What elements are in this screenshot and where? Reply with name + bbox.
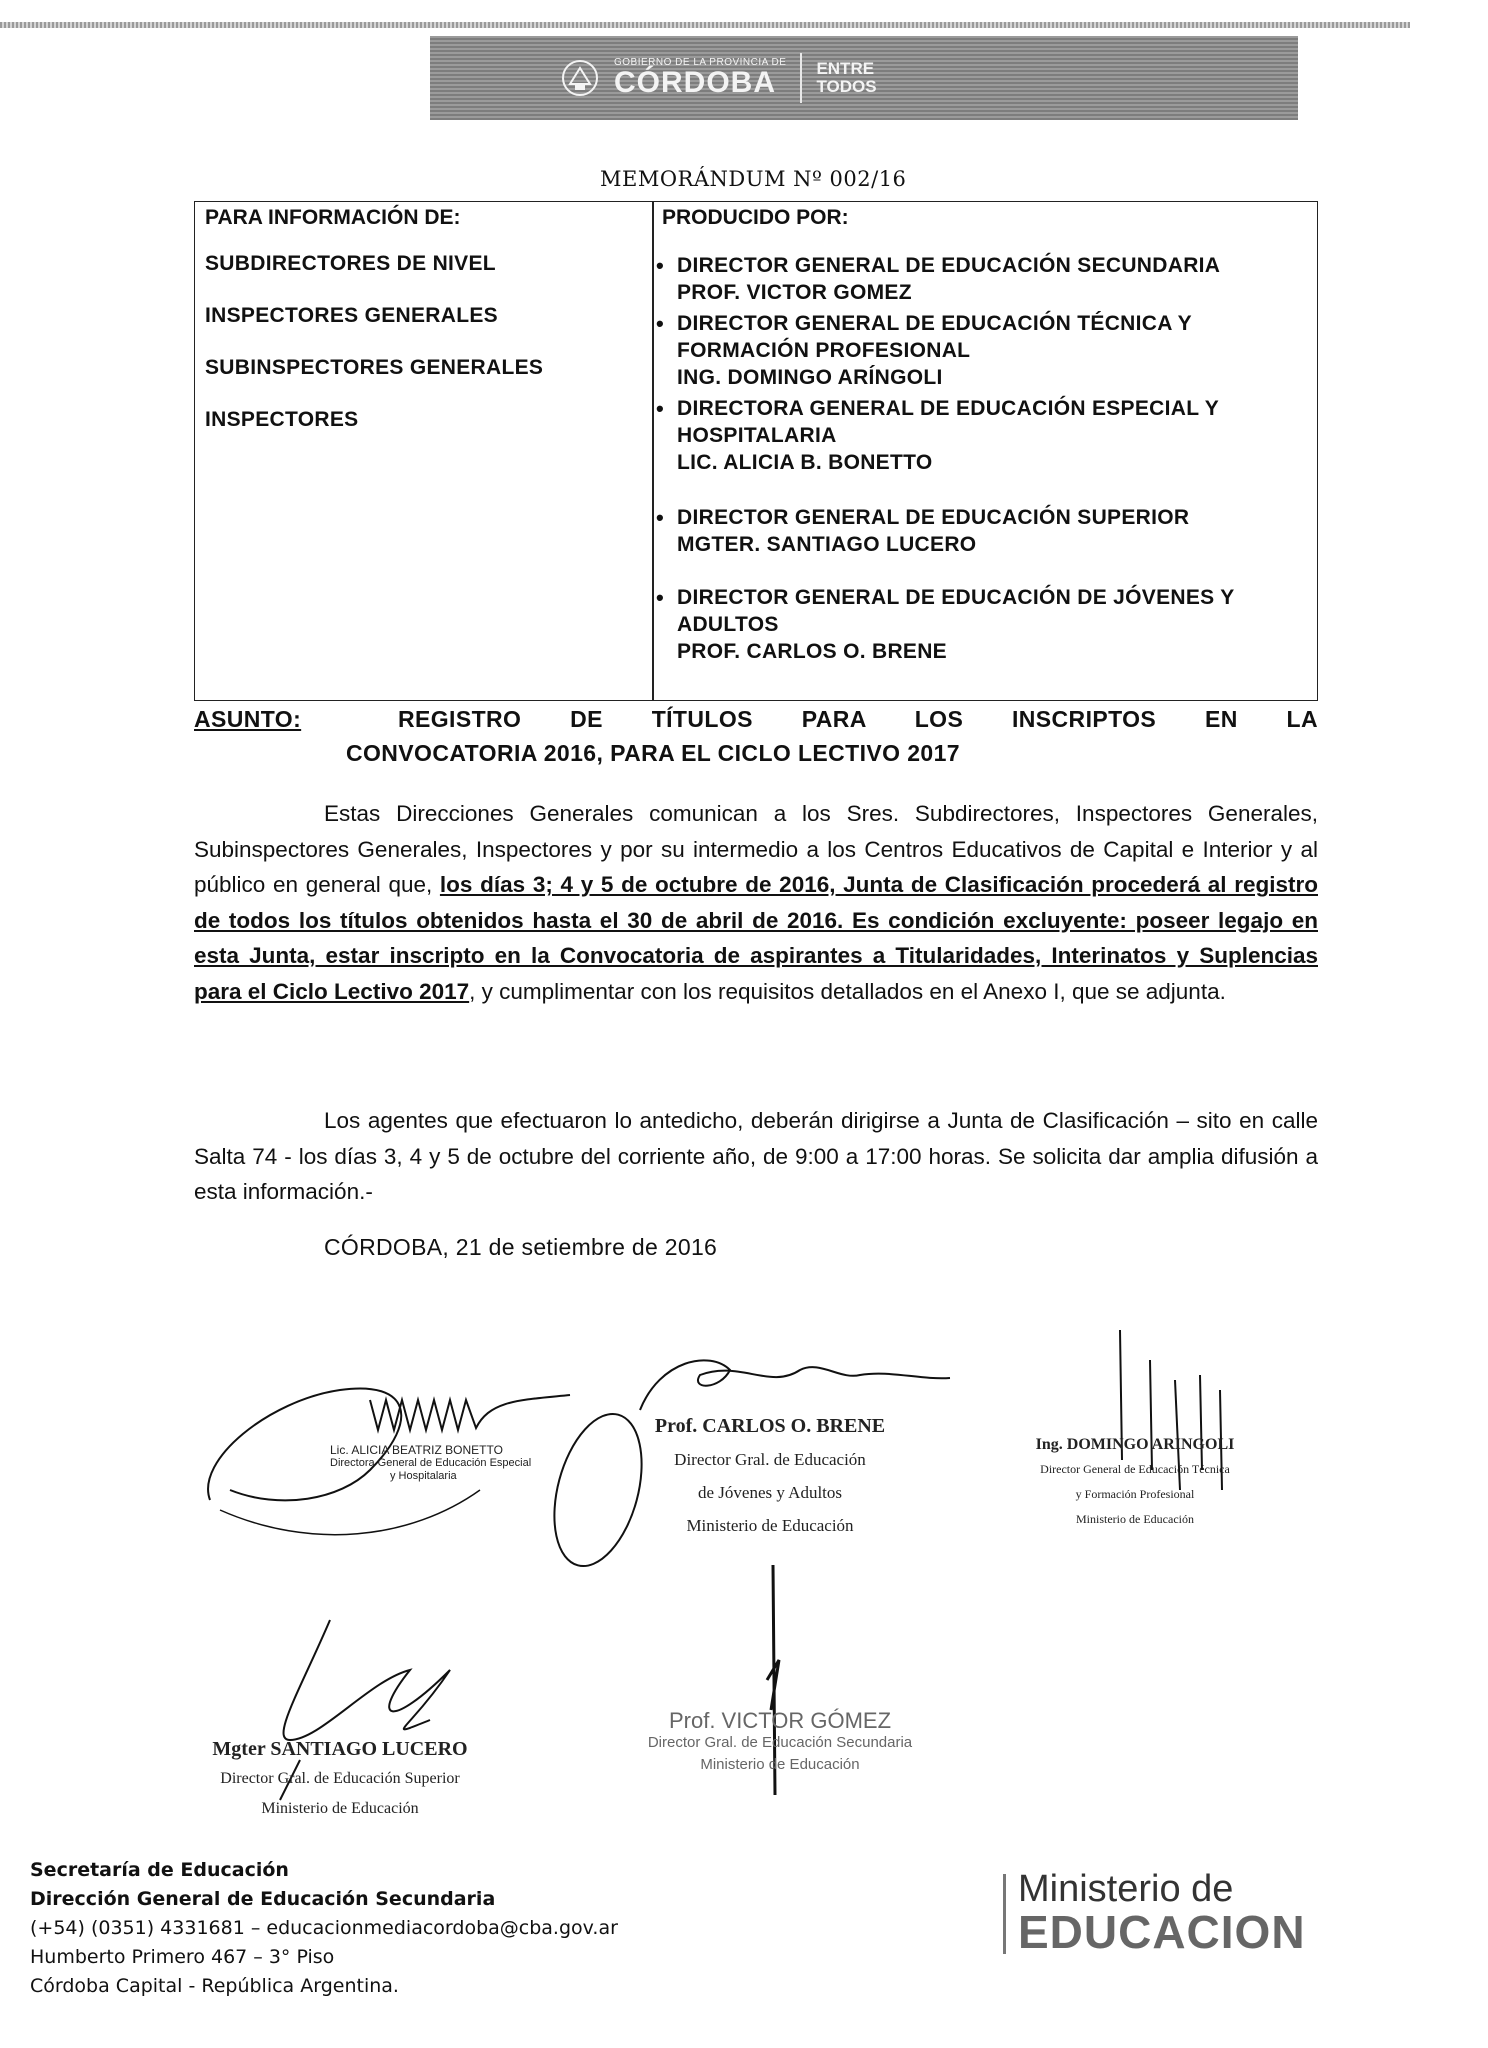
subject <box>194 702 1318 770</box>
logo-todos: TODOS <box>816 77 877 96</box>
logo-cordoba: CÓRDOBA <box>614 66 776 99</box>
stamp-line: Ing. DOMINGO ARINGOLI <box>1035 1436 1235 1453</box>
stamp-line: Mgter SANTIAGO LUCERO <box>212 1738 468 1760</box>
producer-line: • DIRECTOR GENERAL DE EDUCACIÓN TÉCNICA Y <box>677 312 1192 335</box>
province-logo <box>560 46 877 110</box>
paragraph-1-text: Estas Direcciones Generales comunican a los Sres. Subdirectores, Inspectores Generales, Subinspectores Generales, Inspectores y por su intermedio a los Centros Educativos de Capital e Interior y al público en general que, <box>194 801 1318 898</box>
brene-stamp <box>630 1410 910 1542</box>
subject-line-2: CONVOCATORIA 2016, PARA EL CICLO LECTIVO 2017 <box>346 740 961 766</box>
stamp-line: Prof. CARLOS O. BRENE <box>654 1415 886 1437</box>
stamp-line: de Jóvenes y Adultos <box>697 1483 843 1502</box>
recipient-item: SUBDIRECTORES DE NIVEL <box>205 252 496 275</box>
stamp-line: Director Gral. de Educación <box>674 1450 866 1469</box>
bonetto-stamp <box>330 1444 570 1483</box>
recipients-column <box>205 206 543 460</box>
memo-title: MEMORÁNDUM Nº 002/16 <box>600 167 907 191</box>
stamp-line: Director Gral. de Educación Secundaria <box>647 1734 913 1751</box>
producer-item <box>662 252 1302 306</box>
producer-item <box>662 395 1302 476</box>
producer-line: • DIRECTORA GENERAL DE EDUCACIÓN ESPECIAL Y <box>677 397 1220 420</box>
footer-secretaria: Secretaría de Educación <box>30 1859 289 1881</box>
stamp-line: Ministerio de Educación <box>261 1800 419 1817</box>
ministry-logo-bar <box>1003 1874 1006 1954</box>
ministry-logo-line2: EDUCACION <box>1018 1906 1306 1958</box>
producer-line: ING. DOMINGO ARÍNGOLI <box>677 366 943 389</box>
producers-heading: PRODUCIDO POR: <box>662 206 849 229</box>
producer-item <box>662 310 1302 391</box>
paragraph-1-end: , y cumplimentar con los requisitos detallados en el Anexo I, que se adjunta. <box>469 978 1226 1004</box>
producer-line: PROF. CARLOS O. BRENE <box>677 640 947 663</box>
producer-line: • DIRECTOR GENERAL DE EDUCACIÓN SUPERIOR <box>677 506 1190 529</box>
lucero-stamp <box>190 1734 490 1824</box>
stamp-line: Prof. VICTOR GÓMEZ <box>668 1708 892 1733</box>
footer-address: Humberto Primero 467 – 3° Piso <box>30 1946 335 1968</box>
stamp-line: Director Gral. de Educación Superior <box>220 1770 460 1787</box>
ministry-logo-line1: Ministerio de <box>1018 1868 1234 1910</box>
producer-line: ADULTOS <box>677 613 779 636</box>
gomez-stamp <box>620 1710 940 1776</box>
table-divider <box>652 202 654 700</box>
producer-line: PROF. VICTOR GOMEZ <box>677 281 912 304</box>
stamp-line: Director General de Educación Técnica <box>1040 1462 1230 1476</box>
subject-line-1: REGISTRO DE TÍTULOS PARA LOS INSCRIPTOS EN LA <box>398 706 1318 732</box>
recipients-heading: PARA INFORMACIÓN DE: <box>205 206 461 229</box>
signatures-area <box>0 1320 1488 1840</box>
producer-line: • DIRECTOR GENERAL DE EDUCACIÓN SECUNDARIA <box>677 254 1221 277</box>
stamp-line: y Formación Profesional <box>1075 1487 1195 1501</box>
addressee-table <box>194 201 1318 701</box>
header-banner <box>430 36 1298 120</box>
stamp-line: Lic. ALICIA BEATRIZ BONETTO <box>330 1443 503 1457</box>
recipient-item: SUBINSPECTORES GENERALES <box>205 356 544 379</box>
stamp-line: Ministerio de Educación <box>686 1516 854 1535</box>
subject-label: ASUNTO: <box>194 706 302 732</box>
logo-subtitle: GOBIERNO DE LA PROVINCIA DE <box>614 57 787 68</box>
paragraph-1 <box>194 796 1318 1010</box>
crest-icon <box>560 58 600 98</box>
ministry-logo <box>1003 1870 1306 1956</box>
footer-phone-email: (+54) (0351) 4331681 – educacionmediacordoba@cba.gov.ar <box>30 1917 618 1939</box>
producer-line: FORMACIÓN PROFESIONAL <box>677 339 971 362</box>
stamp-line: y Hospitalaria <box>390 1470 457 1482</box>
logo-separator <box>800 53 802 103</box>
footer-direccion: Dirección General de Educación Secundaria <box>30 1888 496 1910</box>
logo-entre: ENTRE <box>816 59 875 79</box>
producer-line: • DIRECTOR GENERAL DE EDUCACIÓN DE JÓVENES Y <box>677 586 1235 609</box>
producer-item <box>662 584 1302 665</box>
producer-line: MGTER. SANTIAGO LUCERO <box>677 533 977 556</box>
producer-item <box>662 504 1302 558</box>
stamp-line: Ministerio de Educación <box>700 1756 860 1773</box>
recipient-item: INSPECTORES GENERALES <box>205 304 498 327</box>
top-rule <box>0 22 1410 28</box>
footer-contact <box>30 1856 618 2001</box>
paragraph-2: Los agentes que efectuaron lo antedicho, deberán dirigirse a Junta de Clasificación – sito en calle Salta 74 - los días 3, 4 y 5 de octubre del corriente año, de 9:00 a 17:00 horas. Se solicita dar amplia difusión a esta información.- <box>194 1108 1318 1205</box>
recipient-item: INSPECTORES <box>205 408 359 431</box>
producers-column <box>662 206 1302 665</box>
footer-city: Córdoba Capital - República Argentina. <box>30 1975 399 1997</box>
stamp-line: Directora General de Educación Especial <box>330 1457 532 1469</box>
producer-line: HOSPITALARIA <box>677 424 837 447</box>
stamp-line: Ministerio de Educación <box>1076 1512 1194 1526</box>
producer-line: LIC. ALICIA B. BONETTO <box>677 451 933 474</box>
dateline: CÓRDOBA, 21 de setiembre de 2016 <box>324 1234 718 1260</box>
paragraph-1-highlight: los días 3; 4 y 5 de octubre de 2016, Junta de Clasificación procederá al registro de todos los títulos obtenidos hasta el 30 de abril de 2016. Es condición excluyente: poseer legajo en esta Junta, estar inscripto en la Convocatoria de aspirantes a Titularidades, Interinatos y Suplencias para el Ciclo Lectivo 2017 <box>194 872 1318 1004</box>
aringoli-stamp <box>1000 1432 1270 1532</box>
